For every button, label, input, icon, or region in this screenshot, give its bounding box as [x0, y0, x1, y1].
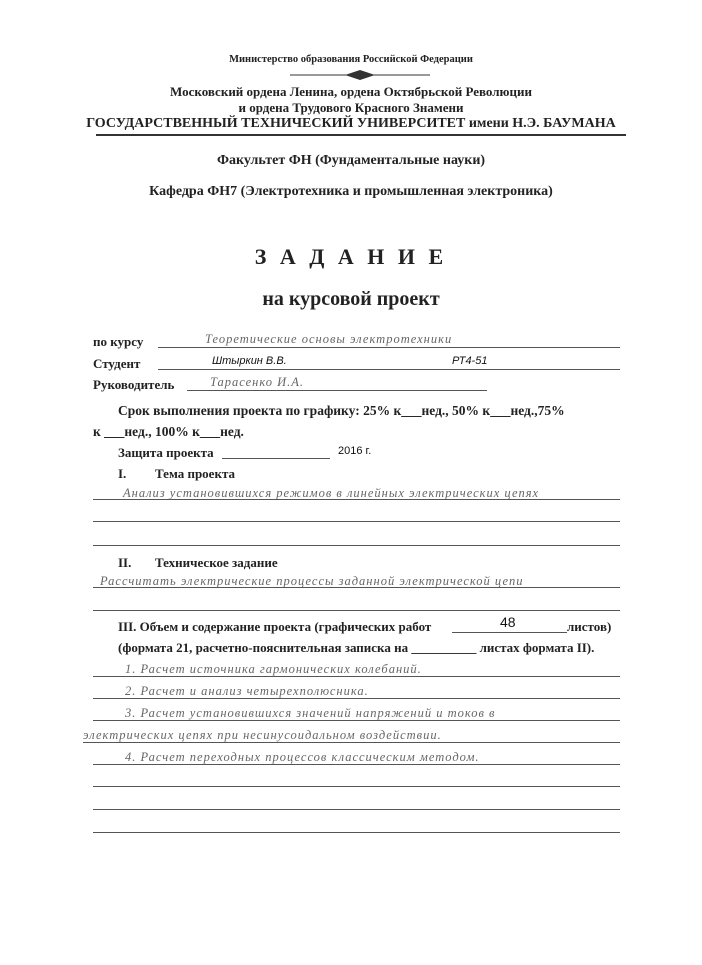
- blank-line: [93, 610, 620, 611]
- section1-number: I.: [118, 466, 127, 481]
- schedule-line-1: Срок выполнения проекта по графику: 25% к___нед., 50% к___нед.,75%: [118, 403, 565, 418]
- header-rule: [96, 134, 626, 136]
- task-item: 1. Расчет источника гармонических колебаний.: [125, 662, 422, 676]
- university-line-3: ГОСУДАРСТВЕННЫЙ ТЕХНИЧЕСКИЙ УНИВЕРСИТЕТ имени Н.Э. БАУМАНА: [86, 116, 616, 131]
- blank-line: [93, 720, 620, 721]
- department: Кафедра ФН7 (Электротехника и промышленная электроника): [149, 184, 553, 199]
- section2-label: Техническое задание: [155, 555, 278, 570]
- university-line-2: и ордена Трудового Красного Знамени: [238, 100, 464, 115]
- supervisor-value: Тарасенко И.А.: [210, 375, 305, 389]
- blank-line: [93, 676, 620, 677]
- university-line-1: Московский ордена Ленина, ордена Октябрьской Революции: [170, 84, 532, 99]
- blank-line: [93, 587, 620, 588]
- group-value: РТ4-51: [452, 355, 488, 367]
- title: З А Д А Н И Е: [254, 244, 448, 269]
- defense-year: 2016 г.: [338, 445, 372, 457]
- student-value: Штыркин В.В.: [212, 355, 287, 367]
- schedule-line-2: к ___нед., 100% к___нед.: [93, 424, 244, 439]
- blank-line: [93, 545, 620, 546]
- ministry: Министерство образования Российской Федерации: [229, 54, 473, 65]
- faculty: Факультет ФН (Фундаментальные науки): [216, 153, 486, 168]
- defense-underline: [222, 458, 330, 459]
- blank-line: [93, 764, 620, 765]
- course-underline: [158, 347, 620, 348]
- blank-line: [93, 832, 620, 833]
- section2-number: II.: [118, 555, 132, 570]
- subtitle: на курсовой проект: [262, 288, 440, 310]
- sheets-value: 48: [500, 614, 516, 630]
- section3-line2: (формата 21, расчетно-пояснительная записка на __________ листах формата II).: [118, 640, 595, 655]
- sheets-underline: [452, 632, 567, 633]
- section3-line1: III. Объем и содержание проекта (графических работ: [118, 619, 432, 634]
- task-item: электрических цепях при несинусоидальном воздействии.: [83, 728, 442, 742]
- blank-line: [93, 698, 620, 699]
- supervisor-underline: [187, 390, 487, 391]
- blank-line: [93, 809, 620, 810]
- blank-line: [83, 742, 620, 743]
- task-item: 3. Расчет установившихся значений напряжений и токов в: [125, 706, 496, 720]
- section1-label: Тема проекта: [155, 466, 235, 481]
- blank-line: [93, 786, 620, 787]
- section3-line1-end: листов): [567, 619, 612, 634]
- student-underline: [158, 369, 620, 370]
- blank-line: [93, 521, 620, 522]
- section2-text: Рассчитать электрические процессы заданной электрической цепи: [100, 574, 524, 588]
- defense-label: Защита проекта: [118, 445, 214, 460]
- ornament-divider: [290, 70, 430, 80]
- course-value: Теоретические основы электротехники: [205, 332, 453, 346]
- section1-text: Анализ установившихся режимов в линейных электрических цепях: [123, 486, 540, 500]
- task-item: 2. Расчет и анализ четырехполюсника.: [125, 684, 369, 698]
- course-label: по курсу: [93, 334, 144, 349]
- student-label: Студент: [93, 356, 141, 371]
- task-item: 4. Расчет переходных процессов классическим методом.: [125, 750, 480, 764]
- supervisor-label: Руководитель: [93, 377, 175, 392]
- blank-line: [93, 499, 620, 500]
